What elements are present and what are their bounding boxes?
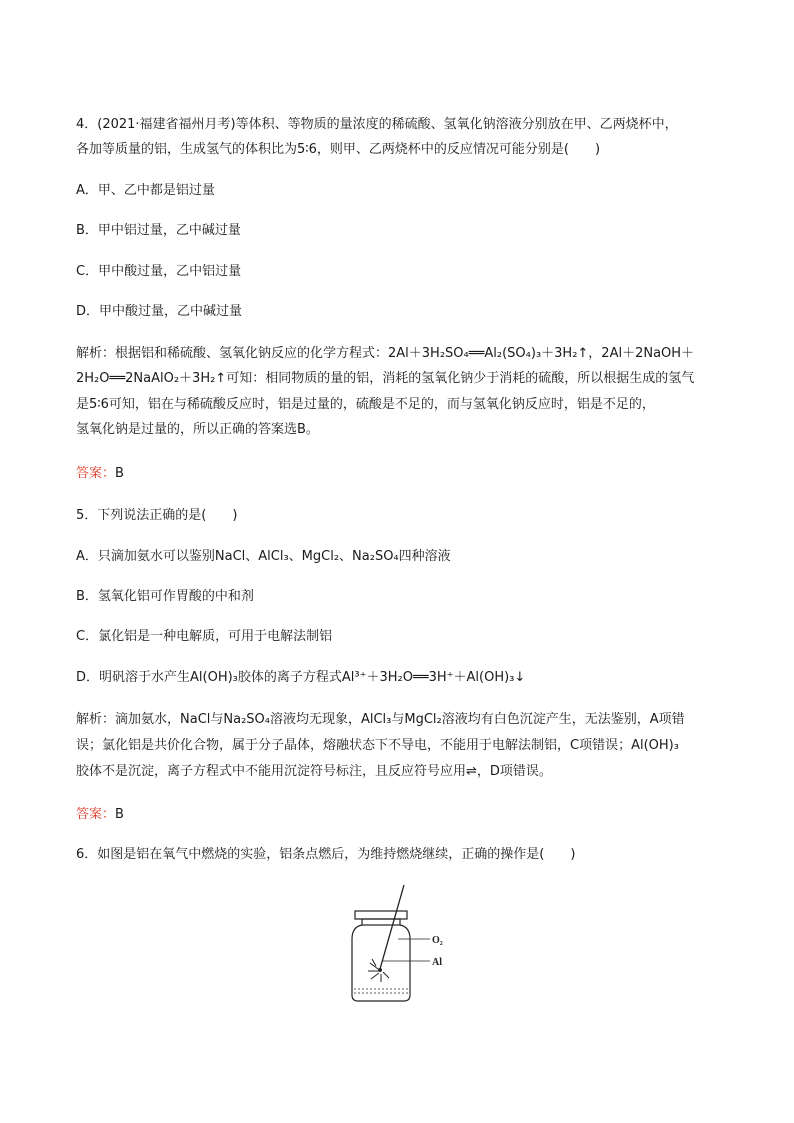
aluminum-strip [380, 885, 404, 969]
q4-answer [76, 465, 124, 483]
q4-analysis-line2: 2H₂O══2NaAlO₂＋3H₂↑可知：相同物质的量的铝，消耗的氢氧化钠少于消耗的硫酸，所以根据生成的氢气 [76, 371, 695, 386]
q4-analysis-line3: 是5∶6可知，铝在与稀硫酸反应时，铝是过量的，硫酸是不足的，而与氢氧化钠反应时，铝是不足的， [76, 397, 655, 412]
q5-option-d: D．明矾溶于水产生Al(OH)₃胶体的离子方程式Al³⁺＋3H₂O══3H⁺＋Al(OH)₃↓ [76, 670, 526, 685]
q4-analysis-line1: 解析：根据铝和稀硫酸、氢氧化钠反应的化学方程式：2Al＋3H₂SO₄══Al₂(SO₄)₃＋3H₂↑，2Al＋2NaOH＋ [76, 346, 695, 361]
q5-analysis-line1: 解析：滴加氨水，NaCl与Na₂SO₄溶液均无现象，AlCl₃与MgCl₂溶液均有白色沉淀产生，无法鉴别，A项错 [76, 712, 685, 727]
q6-stem: 6．如图是铝在氧气中燃烧的实验，铝条点燃后，为维持燃烧继续，正确的操作是( ) [76, 847, 576, 862]
q5-analysis-line2: 误；氯化铝是共价化合物，属于分子晶体，熔融状态下不导电，不能用于电解法制铝，C项错误；Al(OH)₃ [76, 738, 679, 753]
jar-stopper [355, 911, 407, 919]
gas-jar [352, 925, 410, 1001]
q4-answer-label: 答案： [76, 466, 116, 481]
q4-option-b: B．甲中铝过量，乙中碱过量 [76, 223, 241, 238]
q5-answer-value: B [115, 807, 124, 822]
q5-analysis-line3: 胶体不是沉淀，离子方程式中不能用沉淀符号标注，且反应符号应用⇌，D项错误。 [76, 764, 552, 779]
aluminum-combustion-figure [340, 883, 460, 1008]
al-label: Al [432, 957, 442, 968]
q4-option-c: C．甲中酸过量，乙中铝过量 [76, 264, 242, 279]
q4-analysis-line4: 氢氧化钠是过量的，所以正确的答案选B。 [76, 422, 319, 437]
q4-option-a: A．甲、乙中都是铝过量 [76, 183, 215, 198]
q5-answer-label: 答案： [76, 807, 116, 822]
q4-answer-value: B [115, 466, 124, 481]
q5-option-c: C．氯化铝是一种电解质，可用于电解法制铝 [76, 629, 333, 644]
o2-label: O₂ [432, 935, 443, 946]
q4-option-d: D．甲中酸过量，乙中碱过量 [76, 304, 243, 319]
flame-point [378, 968, 382, 972]
q5-option-b: B．氢氧化铝可作胃酸的中和剂 [76, 589, 254, 604]
q5-option-a: A．只滴加氨水可以鉴别NaCl、AlCl₃、MgCl₂、Na₂SO₄四种溶液 [76, 549, 451, 564]
q4-stem-line1: 4．(2021·福建省福州月考)等体积、等物质的量浓度的稀硫酸、氢氧化钠溶液分别放在甲、乙两烧杯中， [76, 117, 678, 132]
q4-stem-line2: 各加等质量的铝，生成氢气的体积比为5∶6，则甲、乙两烧杯中的反应情况可能分别是( ) [76, 142, 601, 157]
q5-answer [76, 806, 124, 824]
q5-stem: 5．下列说法正确的是( ) [76, 508, 238, 523]
